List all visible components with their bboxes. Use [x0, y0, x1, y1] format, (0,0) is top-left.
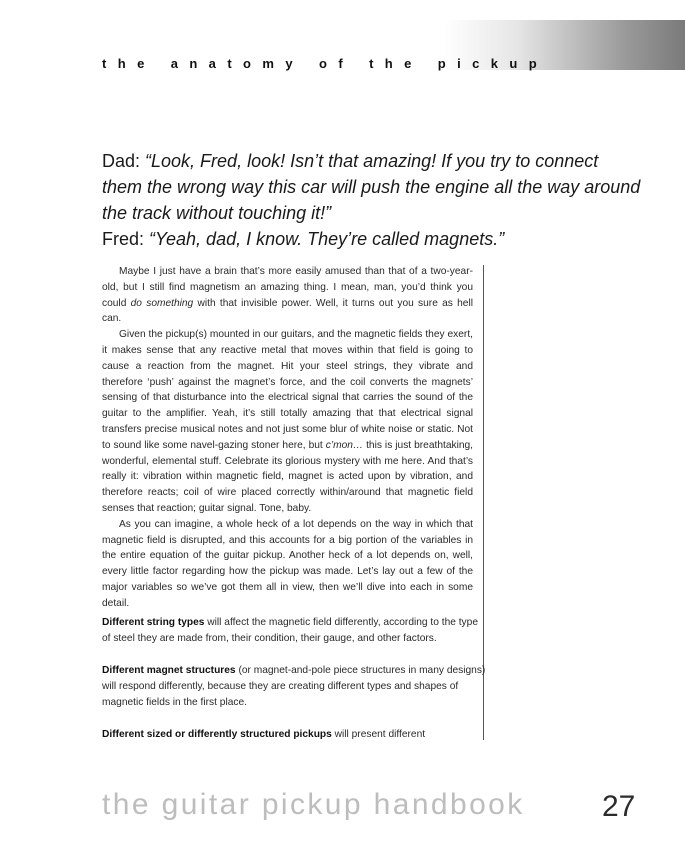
fred-line — [102, 226, 642, 252]
variable-item — [102, 727, 487, 743]
running-head: the anatomy of the pickup — [102, 56, 549, 71]
paragraph-2 — [102, 327, 473, 517]
paragraph-2-text-a: Given the pickup(s) mounted in our guitars, and the magnetic fields they exert, it makes sense that any reactive metal that moves within that field is going to cause a reaction from the magnet. Hit your steel strings, they vibrate and therefore ‘push’ against the magnet’s force, and the coil converts the magnets’ sensing of that disturbance into the electrical signal that carries the sound of the guitar to the amplifier. Yeah, it’s still totally amazing that that electrical signal transfers precise musical notes and not just some blur of white noise or static. Not to sound like some navel-gazing stoner here, but — [102, 329, 473, 451]
book-title: the guitar pickup handbook — [102, 788, 525, 821]
paragraph-2-text-b: this is just breathtaking, wonderful, elemental stuff. Celebrate its glorious mystery with me here. And that’s really it: vibration within magnetic field, magnet is acted upon by vibration, and therefore reacts; coil of wire placed correctly within/around that magnetic field senses that reaction; guitar signal. Tone, baby. — [102, 439, 474, 514]
variable-heading: Different string types — [102, 617, 205, 628]
variable-heading: Different sized or differently structured pickups — [102, 729, 332, 740]
paragraph-1-text-a: Maybe I just have a brain that’s more easily amused than that of a two-year-old, but I still find magnetism an amazing thing. I mean, man, you’d think you could — [102, 266, 473, 309]
variable-description: will affect the magnetic field differently, according to the type of steel they are made from, their condition, their gauge, and other factors. — [102, 617, 478, 644]
paragraph-1 — [102, 264, 473, 327]
variable-item — [102, 663, 487, 710]
paragraph-2-emphasis: c’mon… — [325, 439, 364, 451]
fred-speaker: Fred: — [102, 229, 150, 249]
paragraph-3: As you can imagine, a whole heck of a lot depends on the way in which that magnetic field is disrupted, and this accounts for a big portion of the variables in the entire equation of the guitar pickup. Another heck of a lot depends on, well, every little factor regarding how the pickup was made. Let’s lay out a few of the major variables so we’ve got them all in view, then we’ll dive into each in some detail. — [102, 518, 473, 609]
fred-quote: “Yeah, dad, I know. They’re called magnets.” — [149, 229, 505, 249]
variable-description: (or magnet-and-pole piece structures in many designs) will respond differently, because they are creating different types and shapes of magnetic fields in the first place. — [102, 665, 486, 708]
variable-heading: Different magnet structures — [102, 665, 236, 676]
page-number: 27 — [602, 790, 636, 823]
variable-item — [102, 615, 487, 647]
paragraph-1-text-b: with that invisible power. Well, it turns out you sure as hell can. — [102, 297, 474, 325]
body-text — [102, 264, 473, 612]
dad-speaker: Dad: — [102, 151, 146, 171]
paragraph-1-emphasis: do something — [130, 297, 194, 309]
variable-description: will present different — [331, 729, 426, 740]
opening-dialogue — [102, 148, 642, 252]
dad-line — [102, 148, 642, 226]
dad-quote: “Look, Fred, look! Isn’t that amazing! If you try to connect them the wrong way this car will push the engine all the way around the track without touching it!” — [102, 151, 641, 223]
